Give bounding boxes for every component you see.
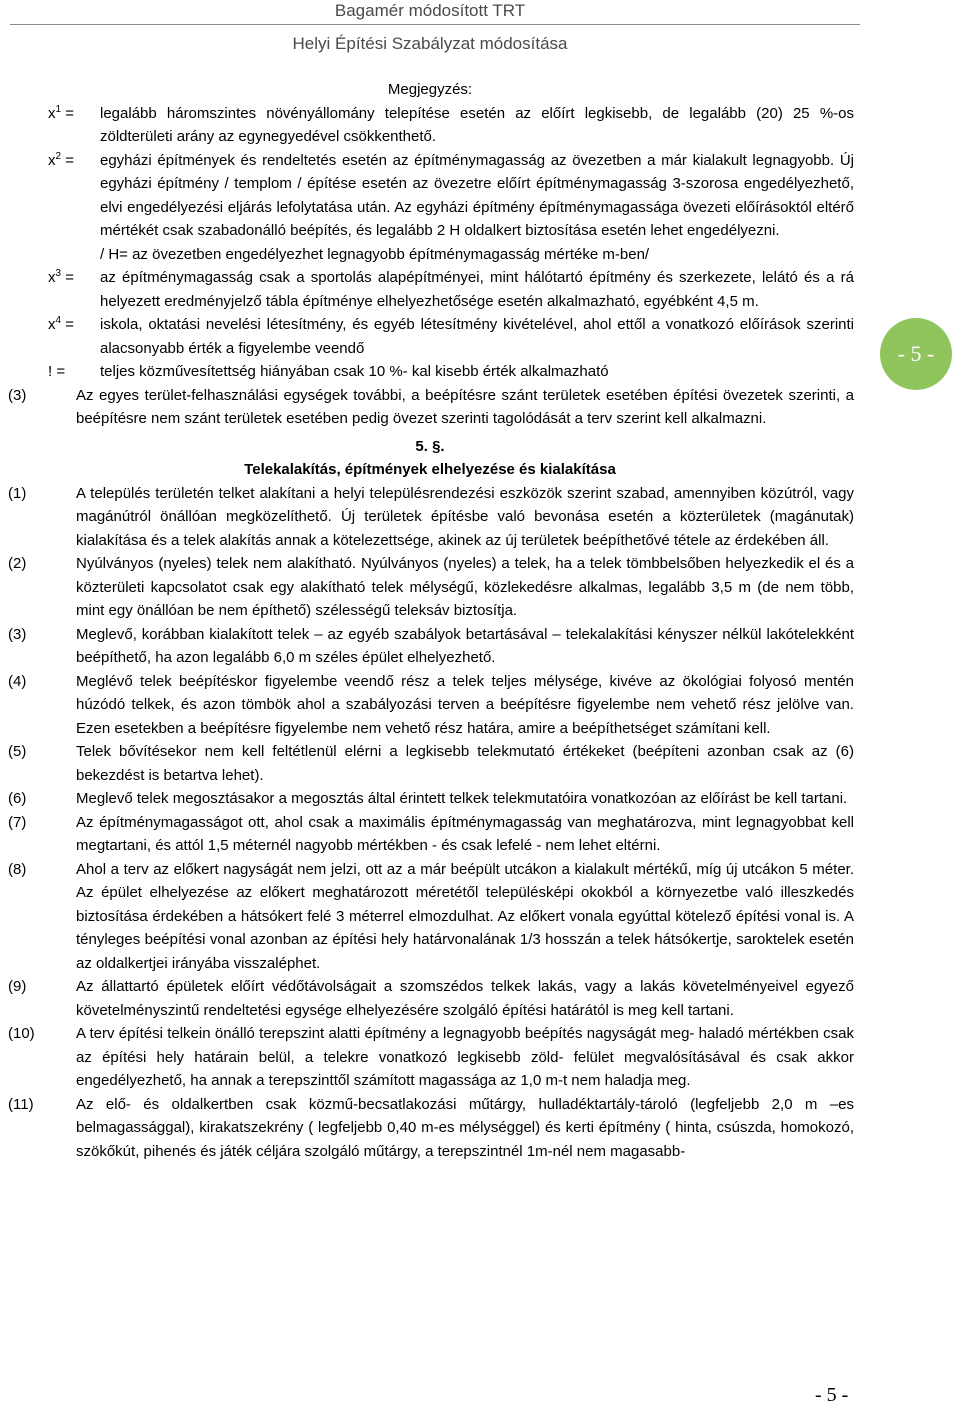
- note-label: $x^4$ =: [48, 315, 74, 333]
- paragraph-text: A település területén telket alakítani a helyi településrendezési eszközök szerint szabad, amennyiben közútról, vagy magánútról önállóan megközelíthető. Új területek építésbe való bevonása esetén a közterületek (magánutak) kialakítása és a telek alakítás annak a kötelezettsége, akinek az új területek beépíthetővé tétele az érdekében áll.: [76, 484, 854, 549]
- paragraph: [0, 552, 860, 623]
- paragraph: [0, 975, 860, 1022]
- paragraph-text: Az elő- és oldalkertben csak közmű-becsatlakozási műtárgy, hulladéktartály-tároló (legfeljebb 2,0 m –es belmagassággal), kirakatszekrény ( legfeljebb 0,40 m-es mélységgel) és kerti építmény ( hinta, csúszda, homokozó, szökőkút, pihenés és játék céljára szolgáló műtárgy, a terepszintnél 1m-nél nem magasabb-: [76, 1095, 854, 1160]
- paragraph-number: (10): [8, 1025, 35, 1042]
- note-text: teljes közművesítettség hiányában csak 10 %- kal kisebb érték alkalmazható: [100, 363, 609, 380]
- paragraph-text: Nyúlványos (nyeles) telek nem alakítható. Nyúlványos (nyeles) a telek, ha a telek tömbbelsőben helyezkedik el és a közterületi kapcsolatot csak egy alakítható telek mélységű, közlekedésre alkalmas, legalább 3,5 m (de nem több, mint egy önállóan be nem építhető) szélességű teleksáv biztosítja.: [76, 555, 854, 619]
- note-text: iskola, oktatási nevelési létesítmény, és egyéb létesítmény kivételével, ahol ettől a vonatkozó előírások szerinti alacsonyabb érték a figyelembe veendő: [100, 316, 854, 357]
- note-item: [0, 149, 860, 267]
- paragraph: [0, 1093, 860, 1164]
- document-body: [0, 78, 860, 1163]
- page-header: [0, 0, 860, 55]
- document-subtitle: Helyi Építési Szabályzat módosítása: [292, 34, 568, 53]
- header-divider: [10, 24, 860, 25]
- paragraph-number: (6): [8, 790, 27, 807]
- paragraph: [0, 384, 860, 431]
- note-label: ! =: [48, 363, 66, 380]
- note-item: [0, 102, 860, 149]
- notes-title: Megjegyzés:: [387, 81, 473, 98]
- page-number-badge: - 5 -: [880, 318, 952, 390]
- paragraph-number: (8): [8, 860, 27, 878]
- note-text: legalább háromszintes növényállomány telepítése esetén az előírt legkisebb, de legalább (20) 25 %-os zöldterületi arány az egynegyedével csökkenthető.: [100, 104, 854, 145]
- paragraph: [0, 1022, 860, 1093]
- paragraph: [0, 740, 860, 787]
- paragraph-number: (3): [8, 386, 27, 404]
- note-item: [0, 360, 860, 384]
- paragraph-text: Az építménymagasságot ott, ahol csak a maximális építménymagasság van meghatározva, mint legnagyobbat kell megtartani, és attól 1,5 méternél nagyobb mértékben - és csak lefelé - nem lehet eltérni.: [76, 813, 854, 854]
- paragraph-text: Meglevő, korábban kialakított telek – az egyéb szabályok betartásával – telekalakítási kényszer nélkül lakótelekként beépíthető, ha azon legalább 6,0 m széles épület elhelyezhető.: [76, 625, 854, 666]
- paragraph: [0, 858, 860, 976]
- paragraph-text: Ahol a terv az előkert nagyságát nem jelzi, ott az a már beépült utcákon a kialakult mértékű, míg új utcákon 5 méter. Az épület elhelyezése az előkert meghatározott méretétől településképi okokból a környezetbe való illeszkedés biztosítása érdekében a hátsókert felé 3 méterrel elmozdulhat. Az előkert vonala egyúttal kötelező építési vonal is. A tényleges beépítési vonal azonban az építési hely határvonalának 1/3 hosszán a telek hátsókertje, saroktelek esetén az oldalkertjei irányába visszaléphet.: [76, 860, 854, 972]
- note-item: [0, 266, 860, 313]
- note-text: egyházi építmények és rendeltetés esetén az építménymagasság az övezetben a már kialakult legnagyobb. Új egyházi építmény / templom / építése esetén az övezetre előírt építménymagasság 3-szorosa engedélyezhető, elvi engedélyezési eljárás lefolytatása után. Az egyházi építmény építménymagassága övezeti előírásoktól eltérő mértékét csak szabadonálló beépítés, és legalább 2 H oldalkert biztosítása esetén lehet engedélyezni. / H= az övezetben engedélyezhet legnagyobb építménymagasság mértéke m-ben/: [100, 149, 854, 267]
- paragraph-text: Telek bővítésekor nem kell feltétlenül elérni a legkisebb telekmutató értékeket (beépíteni azonban csak az (6) bekezdést is betartva lehet).: [76, 743, 854, 784]
- section-title: Telekalakítás, építmények elhelyezése és kialakítása: [244, 461, 616, 478]
- paragraph-text: Meglévő telek beépítéskor figyelembe veendő rész a telek teljes mélysége, kivéve az ökológiai folyosó mentén húzódó telkek, és azon tömbök ahol a szabályozási terven a beépítésre figyelembe nem vehető rész jelölve van. Ezen esetekben a beépítésre figyelembe nem vehető rész határa, amire a beépíthetséget számítani kell.: [76, 672, 854, 737]
- paragraph-number: (1): [8, 484, 27, 502]
- paragraph-number: (11): [8, 1095, 34, 1113]
- section-number: 5. §.: [415, 437, 445, 455]
- document-title: Bagamér módosított TRT: [334, 1, 526, 20]
- note-label: $x^2$ =: [48, 150, 74, 169]
- paragraph-number: (9): [8, 978, 27, 995]
- note-label: $x^1$ =: [48, 103, 74, 122]
- paragraph-text: A terv építési telkein önálló terepszint alatti építmény a legnagyobb beépítés nagyságát meg- haladó mértékben csak az építési hely határain belül, a telekre vonatkozó legkisebb zöld- felület megvalósításával és csak akkor engedélyezhető, ha annak a terepszinttől számított magassága az 1,0 m-t nem haladja meg.: [76, 1025, 854, 1089]
- paragraph: [0, 482, 860, 553]
- note-item: [0, 313, 860, 360]
- paragraph: [0, 670, 860, 741]
- paragraph-text: Az egyes terület-felhasználási egységek további, a beépítésre szánt területek esetében építési övezetek szerinti, a beépítésre nem szánt területek esetében pedig övezet szerinti tagolódását a terv szerint kell alkalmazni.: [76, 386, 854, 427]
- note-label: $x^3$ =: [48, 268, 74, 286]
- paragraph-text: Meglevő telek megosztásakor a megosztás által érintett telkek telekmutatóira vonatkozóan az előírást be kell tartani.: [76, 790, 848, 807]
- note-extra: / H= az övezetben engedélyezhet legnagyobb építménymagasság mértéke m-ben/: [100, 245, 650, 263]
- paragraph-number: (4): [8, 672, 27, 690]
- page-number-footer: - 5 -: [815, 1384, 849, 1406]
- paragraph-text: Az állattartó épületek előírt védőtávolságait a szomszédos telkek lakás, vagy a lakás követelményeivel egyező követelményszintű rendeltetési egysége elhelyezésére szolgáló építési határától is meg kell tartani.: [76, 978, 854, 1019]
- note-text: az építménymagasság csak a sportolás alapépítményei, mint hálótartó építmény és szerkezete, lelátó és a rá helyezett eredményjelző tábla építménye elhelyezhetősége esetén alkalmazható, egyébként 4,5 m.: [100, 269, 854, 310]
- paragraph: [0, 787, 860, 811]
- paragraph: [0, 811, 860, 858]
- paragraph-number: (2): [8, 555, 27, 572]
- paragraph-number: (3): [8, 625, 27, 643]
- paragraph-number: (7): [8, 813, 27, 831]
- paragraph-number: (5): [8, 743, 27, 760]
- paragraph: [0, 623, 860, 670]
